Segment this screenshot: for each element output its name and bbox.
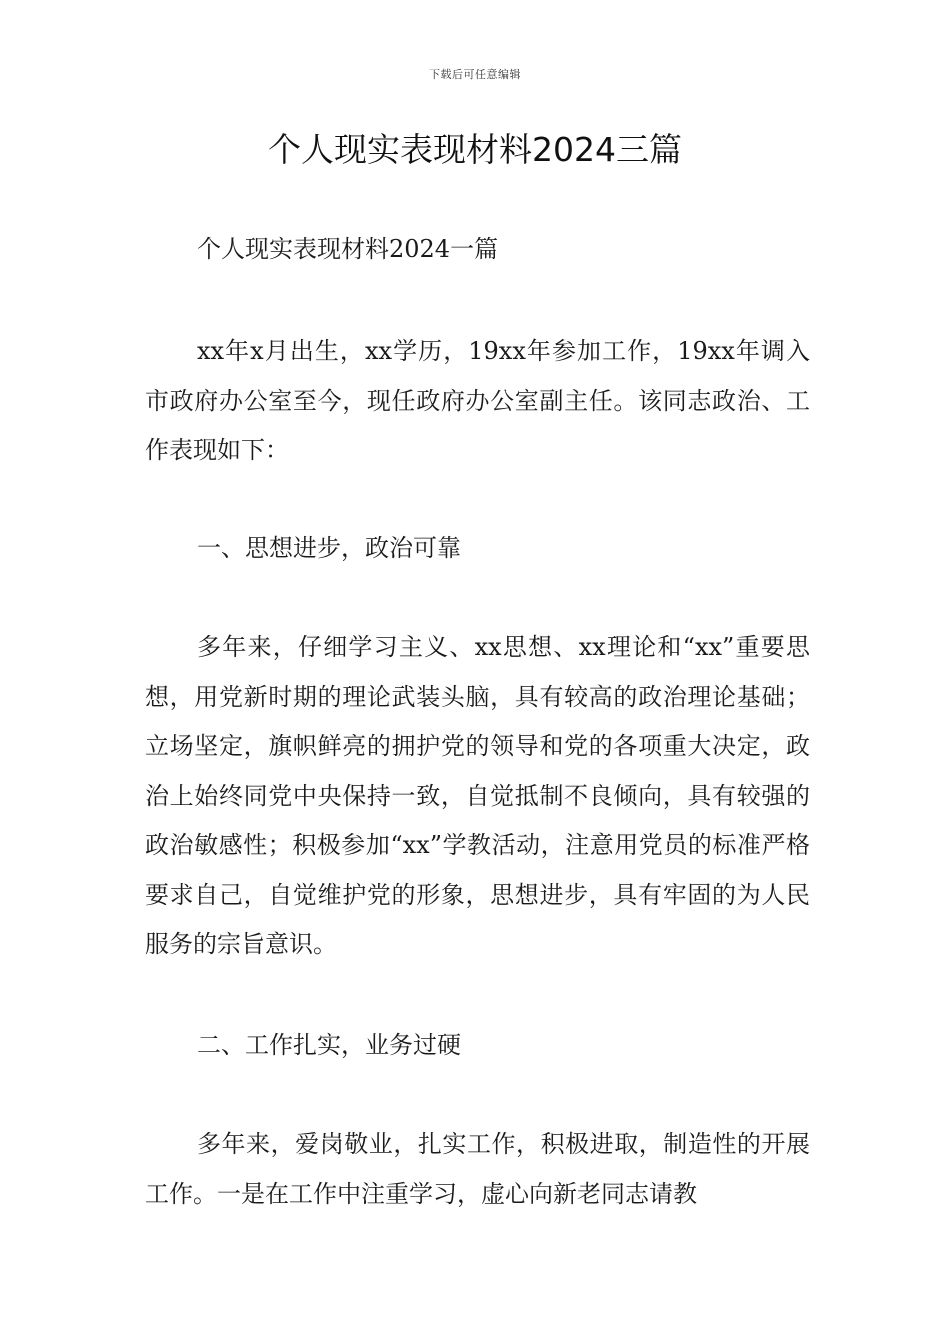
paragraph-work-text: 多年来，爱岗敬业，扎实工作，积极进取，制造性的开展工作。一是在工作中注重学习，虚心向新老同志请教 (145, 1130, 810, 1208)
header-note: 下载后可任意编辑 (429, 68, 521, 81)
paragraph-work (145, 1120, 810, 1219)
document-title: 个人现实表现材料2024三篇 (268, 130, 682, 169)
heading-two (145, 1021, 810, 1071)
heading-two-text: 二、工作扎实，业务过硬 (197, 1031, 461, 1059)
paragraph-thought (145, 623, 810, 970)
paragraph-intro (145, 327, 810, 476)
heading-one (145, 524, 810, 574)
section-subtitle (145, 225, 810, 275)
paragraph-intro-text: xx年x月出生，xx学历，19xx年参加工作，19xx年调入市政府办公室至今，现任政府办公室副主任。该同志政治、工作表现如下： (145, 337, 810, 464)
subtitle-text: 个人现实表现材料2024一篇 (197, 235, 499, 263)
paragraph-thought-text: 多年来，仔细学习主义、xx思想、xx理论和“xx”重要思想，用党新时期的理论武装头脑，具有较高的政治理论基础；立场坚定，旗帜鲜亮的拥护党的领导和党的各项重大决定，政治上始终同党中央保持一致，自觉抵制不良倾向，具有较强的政治敏感性；积极参加“xx”学教活动，注意用党员的标准严格要求自己，自觉维护党的形象，思想进步，具有牢固的为人民服务的宗旨意识。 (145, 633, 810, 958)
heading-one-text: 一、思想进步，政治可靠 (197, 534, 461, 562)
